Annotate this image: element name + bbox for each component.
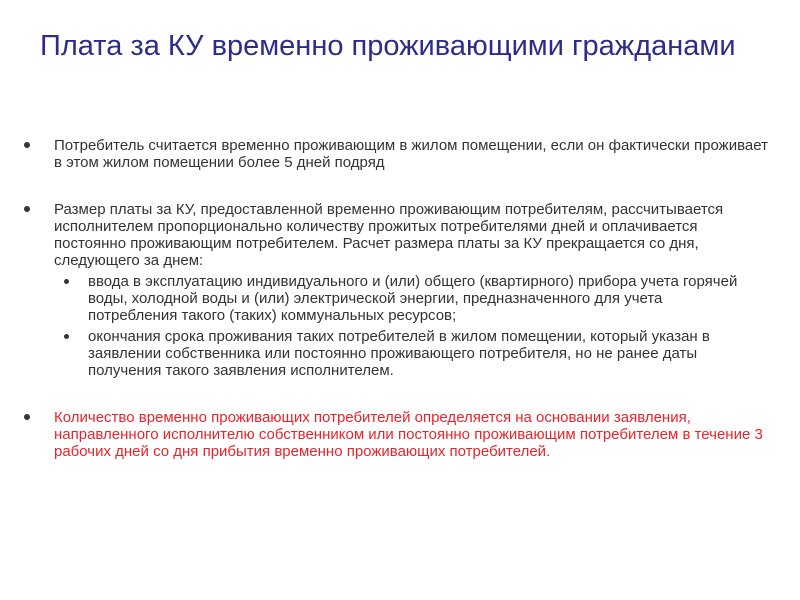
bullet-dot-icon	[24, 414, 30, 420]
sub-bullet-stay-end	[54, 328, 770, 379]
sub-bullet-dot-icon	[64, 334, 69, 339]
bullet-dot-icon	[24, 206, 30, 212]
sub-bullet-text: ввода в эксплуатацию индивидуального и (или) общего (квартирного) прибора учета горячей воды, холодной воды и (или) электрической энергии, предназначенного для учета потребления такого (таких) коммунальных ресурсов;	[88, 273, 738, 324]
bullet-list	[0, 137, 800, 460]
bullet-dot-icon	[24, 142, 30, 148]
bullet-text: Количество временно проживающих потребителей определяется на основании заявления, направленного исполнителю собственником или постоянно проживающим потребителем в течение 3 рабочих дней со дня прибытия временно проживающих потребителей.	[54, 409, 763, 460]
sub-bullet-list	[54, 273, 770, 379]
bullet-text: Размер платы за КУ, предоставленной временно проживающим потребителям, рассчитывается исполнителем пропорционально количеству прожитых потребителями дней и оплачивается постоянно проживающим потребителем. Расчет размера платы за КУ прекращается со дня, следующего за днем:	[54, 201, 724, 269]
sub-bullet-text: окончания срока проживания таких потребителей в жилом помещении, который указан в заявлении собственника или постоянно проживающего потребителя, но не ранее даты получения такого заявления исполнителем.	[88, 328, 710, 379]
bullet-resident-count-highlight	[0, 409, 800, 460]
sub-bullet-meter-installation	[54, 273, 770, 324]
bullet-temporary-resident-definition	[0, 137, 800, 171]
bullet-payment-calculation	[0, 201, 800, 379]
slide-title: Плата за КУ временно проживающими гражданами	[40, 30, 736, 62]
bullet-text: Потребитель считается временно проживающим в жилом помещении, если он фактически проживает в этом жилом помещении более 5 дней подряд	[54, 137, 768, 171]
sub-bullet-dot-icon	[64, 279, 69, 284]
